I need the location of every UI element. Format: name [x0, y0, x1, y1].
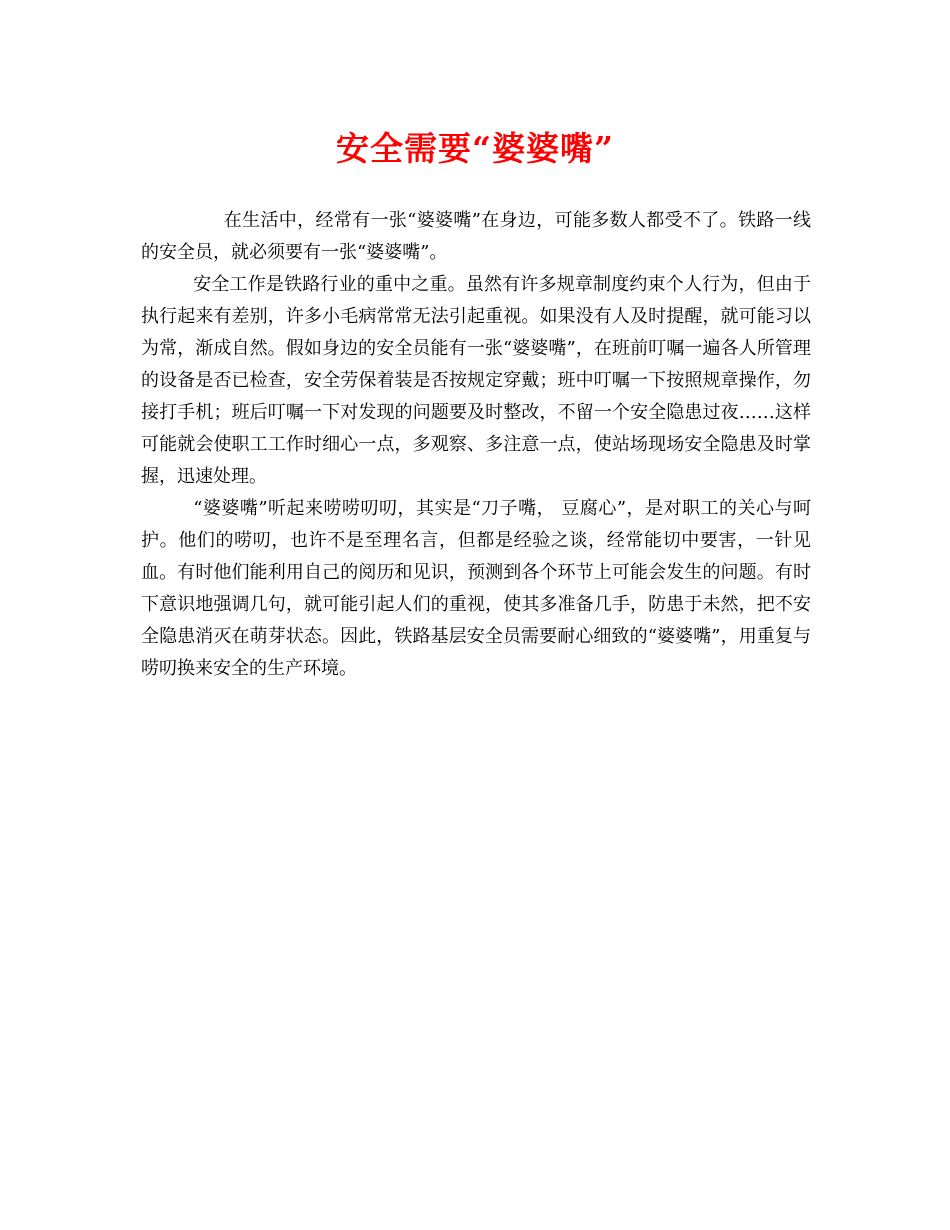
document-body: [141, 205, 811, 685]
paragraph-3: “婆婆嘴”听起来唠唠叨叨，其实是“刀子嘴， 豆腐心”，是对职工的关心与呵护。他们的唠叨，也许不是至理名言，但都是经验之谈，经常能切中要害，一针见血。有时他们能利用自己的阅历和见识，预测到各个环节上可能会发生的问题。有时下意识地强调几句，就可能引起人们的重视，使其多准备几手，防患于未然，把不安全隐患消灭在萌芽状态。因此，铁路基层安全员需要耐心细致的“婆婆嘴”，用重复与唠叨换来安全的生产环境。: [141, 498, 811, 679]
paragraph-1: 在生活中，经常有一张“婆婆嘴”在身边，可能多数人都受不了。铁路一线的安全员，就必须要有一张“婆婆嘴”。: [141, 210, 811, 263]
document-title: 安全需要“婆婆嘴”: [336, 129, 614, 168]
paragraph-2: 安全工作是铁路行业的重中之重。虽然有许多规章制度约束个人行为，但由于执行起来有差别，许多小毛病常常无法引起重视。如果没有人及时提醒，就可能习以为常，渐成自然。假如身边的安全员能有一张“婆婆嘴”，在班前叮嘱一遍各人所管理的设备是否已检查，安全劳保着装是否按规定穿戴；班中叮嘱一下按照规章操作，勿接打手机；班后叮嘱一下对发现的问题要及时整改，不留一个安全隐患过夜……这样可能就会使职工工作时细心一点，多观察、多注意一点，使站场现场安全隐患及时掌握，迅速处理。: [141, 274, 811, 487]
